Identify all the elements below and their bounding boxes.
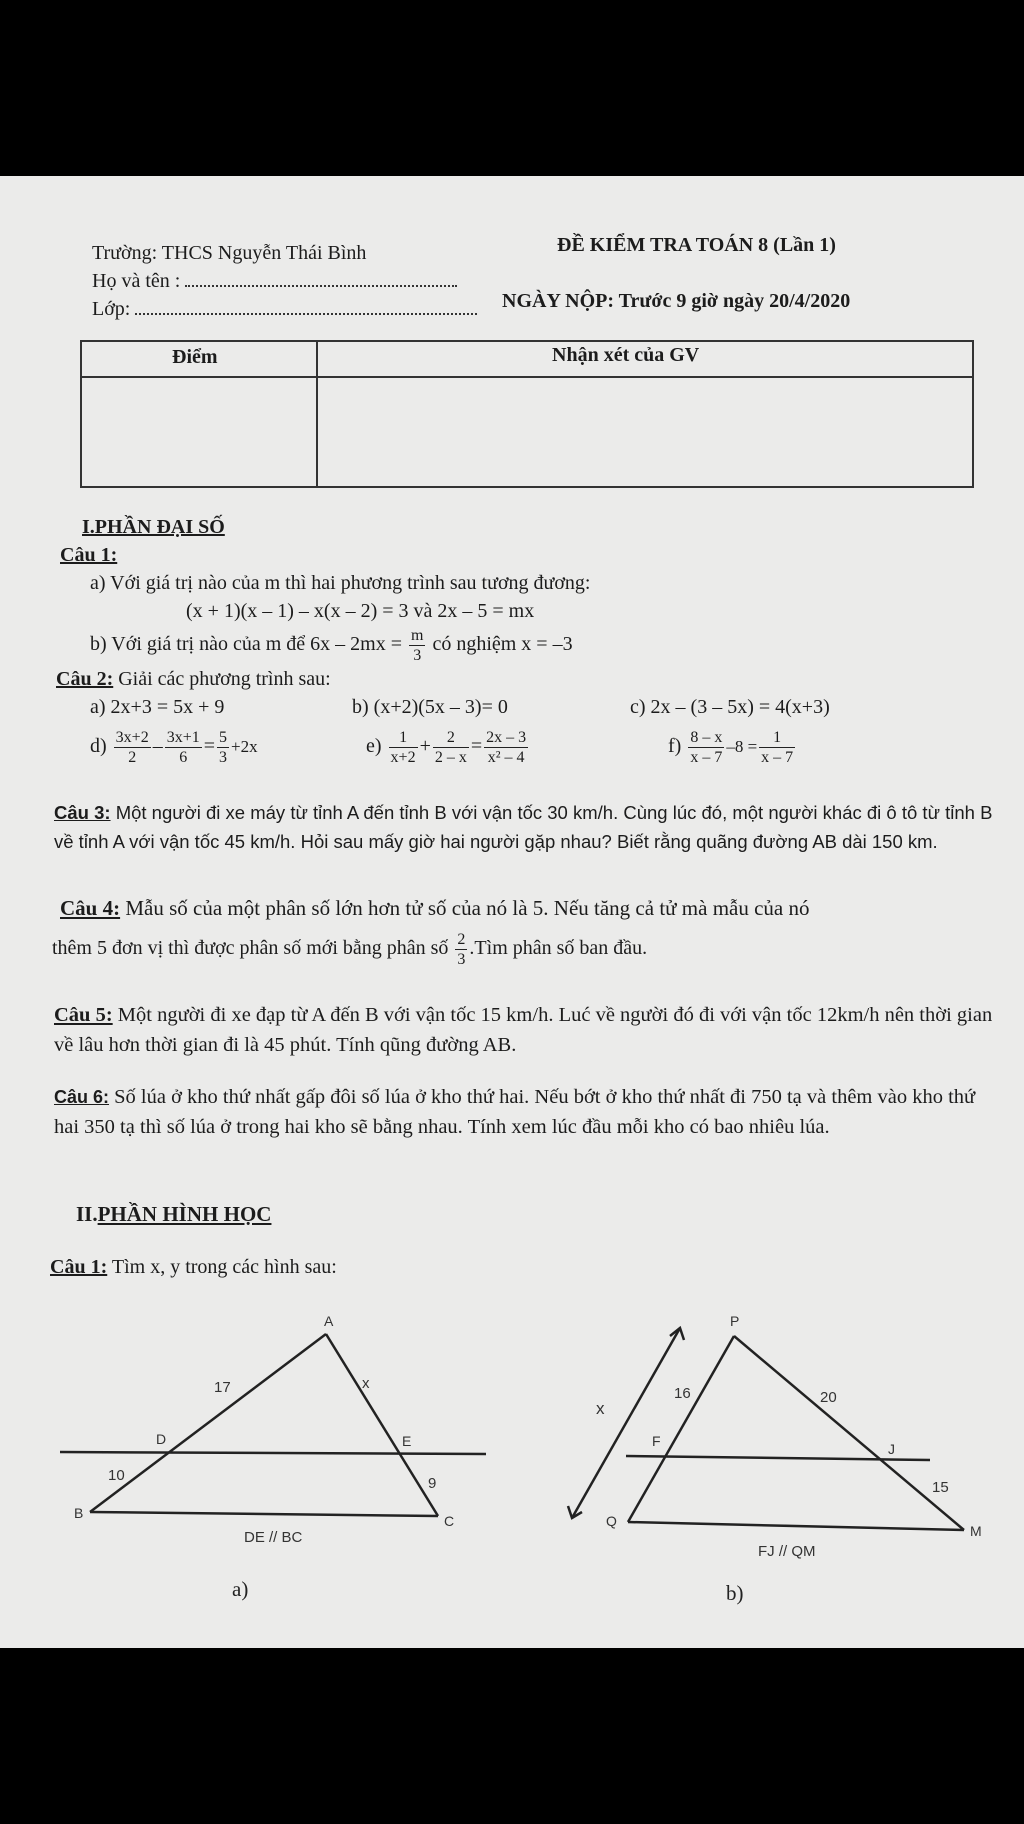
figure-a-labels bbox=[74, 1313, 454, 1546]
q2a-equation: a) 2x+3 = 5x + 9 bbox=[90, 696, 225, 718]
length-ec: 9 bbox=[428, 1475, 437, 1492]
geometry-q1-label: Câu 1: bbox=[50, 1256, 108, 1278]
side-qm bbox=[628, 1522, 964, 1530]
side-ab bbox=[90, 1334, 326, 1512]
algebra-q4-line1: Câu 4: Mẫu số của một phân số lớn hơn tử số của nó là 5. Nếu tăng cả tử mà mẫu của nó bbox=[60, 896, 810, 920]
side-bc bbox=[90, 1512, 438, 1516]
q1b-text-start: b) Với giá trị nào của m để 6x – 2mx = bbox=[90, 633, 402, 656]
side-pq bbox=[628, 1336, 734, 1522]
q2f-frac1: $\frac{8 - x}{x - 7}$ bbox=[690, 729, 723, 766]
q1b-fraction: $\frac{m}{3}$ bbox=[410, 627, 424, 664]
algebra-q5-label: Câu 5: bbox=[54, 1004, 113, 1026]
measure-line-x bbox=[572, 1328, 680, 1518]
student-name-label: Họ và tên : bbox=[92, 270, 181, 292]
length-ad: 17 bbox=[214, 1379, 231, 1396]
length-db: 10 bbox=[108, 1467, 125, 1484]
algebra-q6-label: Câu 6: bbox=[54, 1087, 110, 1107]
q2d-frac2: $\frac{3x+1}{6}$ bbox=[166, 729, 200, 766]
algebra-q1a-text: a) Với giá trị nào của m thì hai phương trình sau tương đương: bbox=[90, 572, 591, 594]
algebra-q2-intro: Giải các phương trình sau: bbox=[118, 668, 331, 690]
exam-title: ĐỀ KIỂM TRA TOÁN 8 (Lần 1) bbox=[557, 234, 836, 256]
algebra-q3-label: Câu 3: bbox=[54, 802, 111, 823]
q4-fraction: $\frac{2}{3}$ bbox=[457, 931, 466, 968]
teacher-comment-header: Nhận xét của GV bbox=[552, 344, 700, 366]
score-header: Điểm bbox=[172, 346, 218, 368]
q1b-text-end: có nghiệm x = –3 bbox=[432, 633, 573, 656]
q2d-equation: d) $\frac{3x+2}{2}$ – $\frac{3x+1}{6}$ = $\frac{5}{3}$ +2x bbox=[90, 729, 258, 766]
label-f: F bbox=[652, 1433, 661, 1449]
q2d-frac1: $\frac{3x+2}{2}$ bbox=[115, 729, 149, 766]
figure-a-caption: a) bbox=[232, 1577, 249, 1601]
label-p: P bbox=[730, 1313, 740, 1329]
q2d-frac3: $\frac{5}{3}$ bbox=[219, 729, 228, 766]
length-jm: 15 bbox=[932, 1479, 949, 1496]
label-b: B bbox=[74, 1505, 84, 1521]
label-m: M bbox=[970, 1523, 982, 1539]
length-pq: x bbox=[596, 1399, 605, 1418]
label-d: D bbox=[156, 1431, 167, 1447]
algebra-q1-label: Câu 1: bbox=[60, 544, 118, 566]
figure-b-caption: b) bbox=[726, 1581, 744, 1605]
algebra-q2-label: Câu 2: bbox=[56, 668, 114, 690]
label-j: J bbox=[888, 1441, 895, 1457]
q2e-frac2: $\frac{2}{2 - x}$ bbox=[434, 729, 467, 766]
algebra-q3-text: Một người đi xe máy từ tỉnh A đến tỉnh B với vận tốc 30 km/h. Cùng lúc đó, một người khác đi ô tô từ tỉnh B về tỉnh A với vận tốc 45 km/h. Hỏi sau mấy giờ hai người gặp nhau? Biết rằng quãng đường AB dài 150 km. bbox=[54, 802, 993, 852]
length-pf: 16 bbox=[674, 1385, 691, 1402]
length-ae: x bbox=[362, 1375, 370, 1392]
algebra-q4-label: Câu 4: bbox=[60, 896, 121, 920]
side-pm bbox=[734, 1336, 964, 1530]
side-ac bbox=[326, 1334, 438, 1516]
algebra-q6-text: Số lúa ở kho thứ nhất gấp đôi số lúa ở kho thứ hai. Nếu bớt ở kho thứ nhất đi 750 tạ và thêm vào kho thứ hai 350 tạ thì số lúa ở trong hai kho sẽ bằng nhau. Tính xem lúc đầu mỗi kho có bao nhiêu lúa. bbox=[54, 1086, 976, 1138]
line-fj bbox=[626, 1456, 930, 1460]
q2f-equation: f) $\frac{8 - x}{x - 7}$ –8 = $\frac{1}{x - 7}$ bbox=[668, 729, 794, 766]
parallel-note-b: FJ // QM bbox=[758, 1543, 816, 1560]
q2b-equation: b) (x+2)(5x – 3)= 0 bbox=[352, 696, 508, 718]
class-label: Lớp: bbox=[92, 298, 131, 320]
geometry-heading: II.PHẦN HÌNH HỌC bbox=[76, 1202, 272, 1226]
length-pj: 20 bbox=[820, 1389, 837, 1406]
label-q: Q bbox=[606, 1513, 617, 1529]
q2e-frac3: $\frac{2x - 3}{\text{x² – 4}}$ bbox=[486, 729, 527, 766]
algebra-heading: I.PHẦN ĐẠI SỐ bbox=[82, 516, 225, 538]
figure-a bbox=[60, 1334, 486, 1516]
label-e: E bbox=[402, 1433, 412, 1449]
line-de bbox=[60, 1452, 486, 1454]
label-a: A bbox=[324, 1313, 334, 1329]
algebra-q1a-equation: (x + 1)(x – 1) – x(x – 2) = 3 và 2x – 5 = mx bbox=[186, 600, 535, 622]
school-name: Trường: THCS Nguyễn Thái Bình bbox=[92, 242, 367, 264]
q2e-frac1: $\frac{1}{x+2}$ bbox=[390, 729, 416, 766]
geometry-q1-text: Tìm x, y trong các hình sau: bbox=[111, 1256, 337, 1278]
q2f-frac2: $\frac{1}{x - 7}$ bbox=[761, 729, 794, 766]
algebra-q4-line2: thêm 5 đơn vị thì được phân số mới bằng phân số $\frac{2}{3}$ .Tìm phân số ban đầu. bbox=[52, 931, 648, 968]
due-date: NGÀY NỘP: Trước 9 giờ ngày 20/4/2020 bbox=[502, 290, 851, 312]
algebra-q5-text: Một người đi xe đạp từ A đến B với vận tốc 15 km/h. Luć về người đó đi với vận tốc 12km/h nên thời gian về lâu hơn thời gian đi là 45 phút. Tính qũng đường AB. bbox=[54, 1004, 993, 1056]
label-c: C bbox=[444, 1513, 455, 1529]
q2e-equation: e) $\frac{1}{x+2}$ + $\frac{2}{2 - x}$ = $\frac{2x - 3}{\text{x² – 4}}$ bbox=[366, 729, 527, 766]
q2c-equation: c) 2x – (3 – 5x) = 4(x+3) bbox=[630, 696, 830, 718]
parallel-note-a: DE // BC bbox=[244, 1529, 303, 1546]
figure-b bbox=[568, 1328, 964, 1530]
